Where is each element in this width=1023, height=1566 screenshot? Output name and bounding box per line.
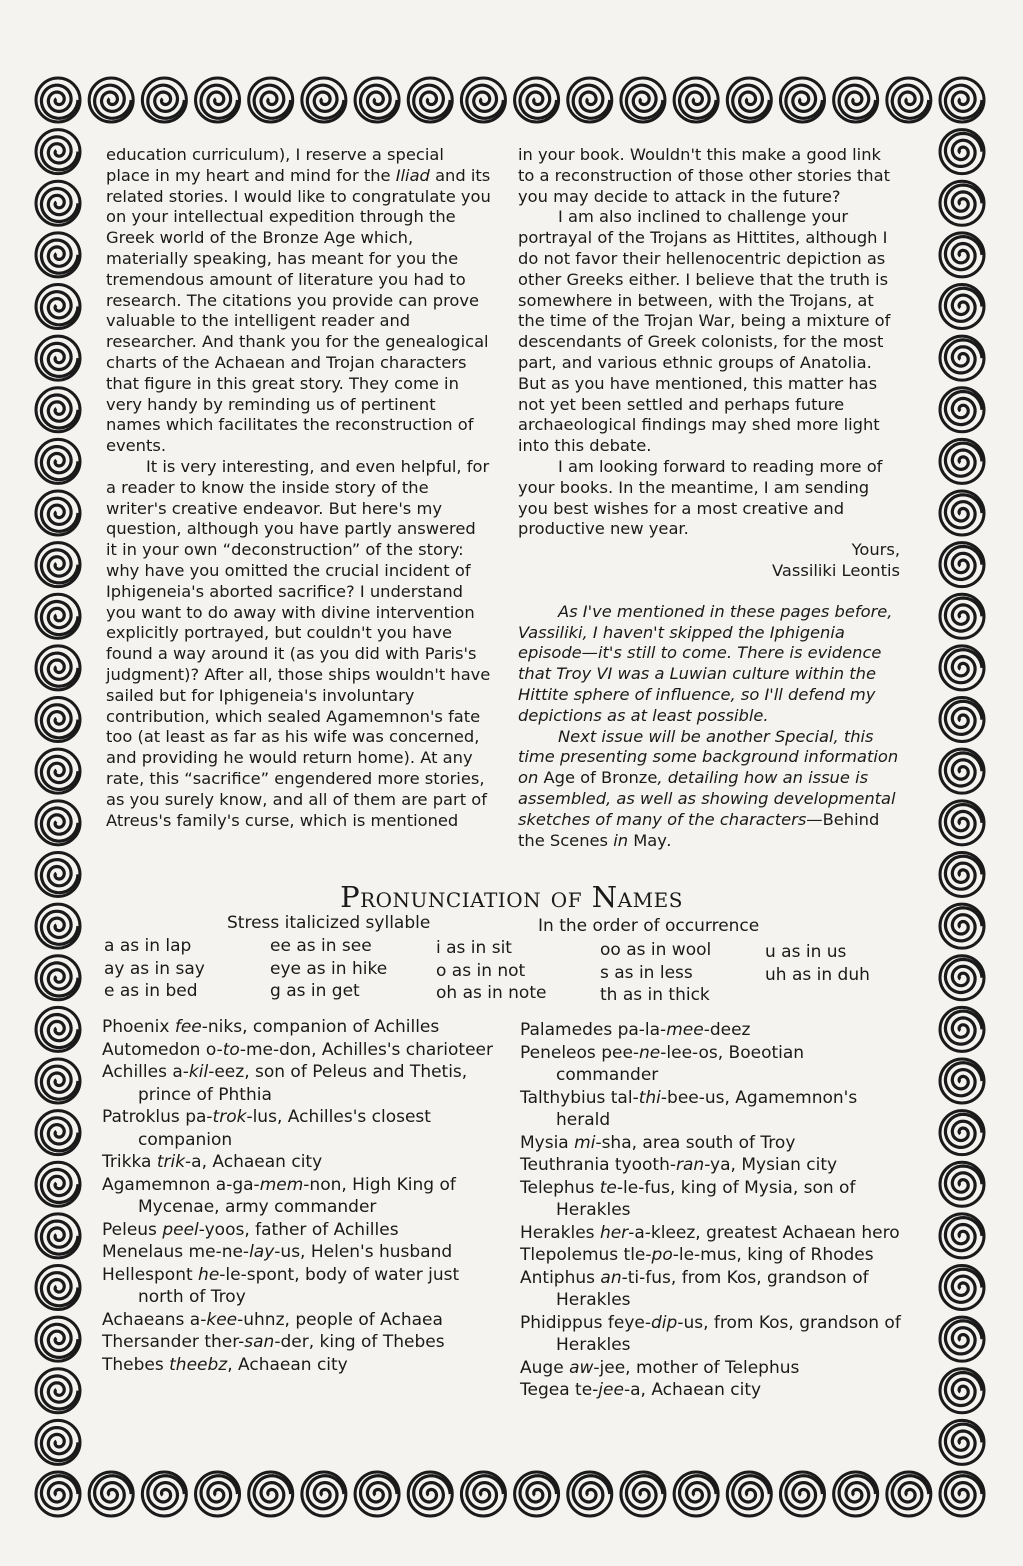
spiral-ornament (36, 285, 80, 329)
letter-paragraph-4: I am also inclined to challenge your portrayal of the Trojans as Hittites, although I do not favor their hellenocentric depiction as other Greeks either. I believe that the truth is somewhere in between, with the Trojans, at the time of the Trojan War, being a mixture of descendants of Greek colonists, for the most part, and various ethnic groups of Anatolia. But as you have mentioned, this matter has not yet been settled and perhaps future archaeological findings may shed more light into this debate. (518, 207, 891, 456)
letter-paragraph-3: in your book. Wouldn't this make a good link to a reconstruction of those other stories that you may decide to attack in the future? (518, 145, 890, 206)
key-column-1: a as in lap ay as in say e as in bed (104, 936, 205, 1001)
spiral-ornament (196, 78, 240, 122)
entry-pronunciation: an (600, 1267, 622, 1288)
entry-pronunciation: mee (666, 1020, 704, 1040)
entry-pronunciation: dip (651, 1312, 678, 1333)
entry-pronunciation: fee (174, 1017, 202, 1037)
spiral-ornament (780, 78, 824, 122)
letter-closing: Yours, (851, 540, 900, 560)
name-entry (102, 1061, 502, 1106)
spiral-ornament (89, 1472, 133, 1516)
letter-right-column (518, 145, 900, 851)
name-entry (520, 1244, 905, 1267)
name-entry (102, 1241, 502, 1264)
entry-name: Phoenix (102, 1017, 170, 1037)
spiral-ornament (940, 491, 984, 535)
spiral-ornament (940, 181, 984, 225)
spiral-ornament (36, 1369, 80, 1413)
entry-pronunciation: peel (162, 1219, 199, 1240)
entry-description: , Helen's husband (300, 1242, 453, 1262)
spiral-ornament (36, 698, 80, 742)
entry-description: , greatest Achaean hero (695, 1222, 900, 1243)
entry-name: Talthybius (520, 1087, 606, 1108)
entry-description: , Achilles's charioteer (311, 1039, 493, 1060)
name-entry (520, 1177, 905, 1222)
entry-pronunciation: jee (598, 1380, 624, 1400)
spiral-ornament (834, 1472, 878, 1516)
spiral-ornament (36, 78, 80, 122)
name-entry (102, 1016, 502, 1039)
spiral-ornament (940, 130, 984, 174)
spiral-ornament (36, 336, 80, 380)
spiral-ornament (940, 439, 984, 483)
entry-pronunciation: -uhnz (237, 1309, 285, 1330)
entry-pronunciation: a- (172, 1062, 189, 1082)
spiral-ornament (249, 78, 293, 122)
spiral-ornament (940, 698, 984, 742)
entry-name: Telephus (520, 1177, 595, 1198)
entry-pronunciation: o- (205, 1039, 223, 1060)
editor-reply-2: Next issue will be another Special, this time presenting some background information on Age of Bronze, detailing how an issue is assembled, as well as showing developmental sketches of many of the characters—Behind the Scenes in May. (518, 726, 899, 850)
entry-pronunciation: lay (249, 1242, 275, 1262)
entry-pronunciation: te- (575, 1380, 599, 1400)
spiral-ornament (940, 1317, 984, 1361)
spiral-ornament (940, 388, 984, 432)
spiral-ornament (515, 1472, 559, 1516)
spiral-ornament (36, 1420, 80, 1464)
entry-name: Tlepolemus (520, 1245, 619, 1265)
spiral-ornament (36, 233, 80, 277)
spiral-ornament (36, 801, 80, 845)
entry-description: , High King of Mycenae, army commander (138, 1174, 456, 1217)
name-entry (520, 1222, 905, 1245)
spiral-ornament (940, 336, 984, 380)
entry-description: , body of water just north of Troy (138, 1264, 460, 1307)
entry-pronunciation: -non (303, 1174, 342, 1195)
order-note: In the order of occurrence (538, 916, 760, 936)
spiral-ornament (355, 1472, 399, 1516)
spiral-ornament (940, 78, 984, 122)
letter-paragraph-1: education curriculum), I reserve a special place in my heart and mind for the Iliad and its related stories. I would like to congratulate you on your intellectual expedition through the Greek world of the Bronze Age which, materially speaking, has meant for you the tremendous amount of literature you had to research. The citations you provide can prove valuable to the intelligent reader and researcher. And thank you for the genealogical charts of the Achaean and Trojan characters that figure in this great story. They come in very handy by reminding us of pertinent names which facilitates the reconstruction of events. (106, 145, 491, 456)
name-entry (102, 1309, 502, 1332)
spiral-ornament (834, 78, 878, 122)
entry-name: Automedon (102, 1039, 201, 1060)
entry-pronunciation: -le-fus (616, 1177, 670, 1198)
name-entry (520, 1379, 905, 1402)
entry-name: Palamedes (520, 1020, 613, 1040)
name-entry (102, 1219, 502, 1242)
entry-name: Herakles (520, 1222, 595, 1243)
entry-pronunciation: -ya (704, 1155, 731, 1175)
spiral-ornament (940, 1420, 984, 1464)
entry-name: Achilles (102, 1062, 167, 1082)
spiral-ornament (36, 956, 80, 1000)
spiral-ornament (36, 439, 80, 483)
key-column-2: ee as in see eye as in hike g as in get (270, 936, 388, 1001)
entry-name: Patroklus (102, 1107, 180, 1127)
entry-name: Phidippus (520, 1312, 603, 1333)
entry-description: , Achilles's closest companion (138, 1107, 431, 1150)
entry-pronunciation: mem (259, 1174, 304, 1195)
entry-pronunciation: -a (623, 1380, 641, 1400)
spiral-ornament (940, 646, 984, 690)
entry-name: Achaeans (102, 1309, 185, 1330)
spiral-ornament (568, 78, 612, 122)
spiral-ornament (461, 1472, 505, 1516)
spiral-ornament (940, 594, 984, 638)
name-entry (520, 1087, 905, 1132)
spiral-ornament (887, 78, 931, 122)
entry-description: , Mysian city (730, 1155, 838, 1175)
spiral-ornament (727, 78, 771, 122)
entry-pronunciation: trik (156, 1152, 186, 1172)
entry-pronunciation: me-ne- (188, 1242, 250, 1262)
entry-description: , Achaean city (640, 1380, 762, 1400)
name-entry (520, 1019, 905, 1042)
entry-name: Thebes (102, 1354, 164, 1375)
name-entry (102, 1106, 502, 1151)
spiral-ornament (36, 1007, 80, 1051)
entry-pronunciation: po (651, 1245, 673, 1265)
spiral-ornament (36, 491, 80, 535)
entry-pronunciation: -bee-us (660, 1087, 725, 1108)
letter-paragraph-2: It is very interesting, and even helpful, for a reader to know the inside story of the writer's creative endeavor. But here's my question, although you have partly answered it in your own “deconstruction” of the story: why have you omitted the crucial incident of Iphigeneia's aborted sacrifice? I understand you want to do away with divine intervention explicitly portrayed, but couldn't you have found a way around it (as you did with Paris's judgment)? After all, those ships wouldn't have sailed but for Iphigeneia's involuntary contribution, which sealed Agamemnon's fate too (at least as far as his wife was concerned, and providing he would return home). At any rate, this “sacrifice” engendered more stories, as you surely know, and all of them are part of Atreus's family's curse, which is mentioned (106, 456, 491, 830)
spiral-ornament (940, 1265, 984, 1309)
name-entry (520, 1312, 905, 1357)
name-entry (520, 1267, 905, 1312)
entry-pronunciation: pa-la- (617, 1020, 667, 1040)
key-column-4: oo as in wool s as in less th as in thick (600, 940, 712, 1005)
name-entry (102, 1264, 502, 1309)
spiral-ornament (568, 1472, 612, 1516)
entry-pronunciation: -der (274, 1332, 309, 1352)
entry-pronunciation: -us (677, 1312, 704, 1333)
entry-pronunciation: -niks (201, 1017, 243, 1037)
entry-pronunciation: a-ga- (215, 1174, 260, 1195)
spiral-ornament (36, 1265, 80, 1309)
entry-name: Antiphus (520, 1267, 595, 1288)
spiral-ornament (36, 646, 80, 690)
spiral-ornament (674, 1472, 718, 1516)
spiral-ornament (36, 388, 80, 432)
editor-reply-1: As I've mentioned in these pages before, Vassiliki, I haven't skipped the Iphigenia episode—it's still to come. There is evidence that Troy VI was a Luwian culture within the Hittite sphere of influence, so I'll defend my depictions as at least possible. (518, 601, 893, 725)
entry-pronunciation: theebz (169, 1354, 228, 1375)
entry-description: , from Kos, grandson of Herakles (556, 1312, 901, 1355)
entry-description: , mother of Telephus (625, 1357, 800, 1378)
key-column-5: u as in us uh as in duh (765, 942, 870, 985)
letter-signature: Vassiliki Leontis (772, 560, 900, 580)
spiral-ornament (621, 78, 665, 122)
entry-pronunciation: -deez (703, 1020, 751, 1040)
spiral-ornament (940, 1111, 984, 1155)
names-left-list (102, 1016, 502, 1376)
entry-pronunciation: tal- (610, 1087, 639, 1108)
spiral-ornament (940, 1007, 984, 1051)
entry-name: Agamemnon (102, 1174, 211, 1195)
entry-name: Thersander (102, 1332, 199, 1352)
letter-paragraph-5: I am looking forward to reading more of your books. In the meantime, I am sending you best wishes for a most creative and productive new year. (518, 456, 883, 539)
spiral-ornament (408, 1472, 452, 1516)
spiral-ornament (302, 1472, 346, 1516)
name-entry (102, 1331, 502, 1354)
spiral-ornament (621, 1472, 665, 1516)
spiral-ornament (515, 78, 559, 122)
spiral-ornament (940, 749, 984, 793)
entry-name: Mysia (520, 1132, 569, 1153)
entry-pronunciation: te (599, 1177, 617, 1198)
entry-description: , Boeotian commander (556, 1042, 805, 1085)
entry-pronunciation: ran (676, 1155, 705, 1175)
spiral-ornament (940, 1162, 984, 1206)
entry-pronunciation: -a-kleez (628, 1222, 696, 1243)
pronunciation-title: Pronunciation of Names (340, 880, 683, 914)
entry-pronunciation: trok (212, 1107, 247, 1127)
spiral-ornament (302, 78, 346, 122)
entry-pronunciation: -sha (595, 1132, 632, 1153)
spiral-ornament (408, 78, 452, 122)
spiral-ornament (36, 1111, 80, 1155)
spiral-ornament (36, 1472, 80, 1516)
entry-pronunciation: kil (188, 1062, 209, 1082)
entry-pronunciation: mi (574, 1132, 596, 1153)
letter-left-column (106, 145, 491, 831)
spiral-ornament (940, 1472, 984, 1516)
names-right-list (520, 1019, 905, 1402)
entry-name: Trikka (102, 1152, 152, 1172)
entry-name: Hellespont (102, 1264, 193, 1285)
entry-description: , king of Mysia, son of Herakles (556, 1177, 856, 1220)
entry-pronunciation: -le-mus (672, 1245, 737, 1265)
entry-pronunciation: aw (569, 1357, 594, 1378)
spiral-ornament (36, 543, 80, 587)
entry-description: , king of Thebes (308, 1332, 445, 1352)
entry-pronunciation: feye- (607, 1312, 651, 1333)
entry-description: , king of Rhodes (736, 1245, 874, 1265)
entry-description: , Achaean city (227, 1354, 348, 1375)
spiral-ornament (780, 1472, 824, 1516)
entry-pronunciation: san (244, 1332, 275, 1352)
spiral-ornament (940, 801, 984, 845)
entry-description: , father of Achilles (244, 1219, 399, 1240)
spiral-ornament (940, 956, 984, 1000)
spiral-ornament (940, 1214, 984, 1258)
spiral-ornament (142, 1472, 186, 1516)
name-entry (520, 1357, 905, 1380)
spiral-ornament (89, 78, 133, 122)
entry-pronunciation: ther- (204, 1332, 245, 1352)
entry-pronunciation: -me-don (239, 1039, 312, 1060)
spiral-ornament (36, 594, 80, 638)
entry-pronunciation: -us (274, 1242, 301, 1262)
stress-note: Stress italicized syllable (227, 913, 431, 933)
spiral-ornament (355, 78, 399, 122)
spiral-ornament (461, 78, 505, 122)
entry-pronunciation: ne (639, 1042, 661, 1063)
spiral-ornament (36, 1317, 80, 1361)
entry-name: Tegea (520, 1380, 570, 1400)
entry-pronunciation: -yoos (198, 1219, 245, 1240)
entry-pronunciation: pee- (601, 1042, 640, 1063)
spiral-ornament (36, 181, 80, 225)
spiral-ornament (36, 749, 80, 793)
spiral-ornament (940, 1369, 984, 1413)
entry-pronunciation: thi (638, 1087, 661, 1108)
spiral-ornament (674, 78, 718, 122)
spiral-ornament (887, 1472, 931, 1516)
entry-description: , Achaean city (201, 1152, 323, 1172)
entry-name: Menelaus (102, 1242, 184, 1262)
name-entry (102, 1354, 502, 1377)
entry-pronunciation: -jee (593, 1357, 626, 1378)
spiral-ornament (940, 543, 984, 587)
entry-pronunciation: -a (185, 1152, 202, 1172)
entry-description: , area south of Troy (631, 1132, 796, 1153)
entry-description: , son of Peleus and Thetis, prince of Phthia (138, 1062, 468, 1105)
spiral-ornament (196, 1472, 240, 1516)
entry-pronunciation: -lee-os (660, 1042, 718, 1063)
entry-pronunciation: pa- (185, 1107, 213, 1127)
entry-pronunciation: he (198, 1264, 220, 1285)
spiral-ornament (940, 285, 984, 329)
spiral-ornament (36, 130, 80, 174)
spiral-ornament (36, 1162, 80, 1206)
entry-name: Peneleos (520, 1042, 596, 1063)
entry-pronunciation: kee (206, 1309, 238, 1330)
spiral-ornament (940, 1059, 984, 1103)
name-entry (102, 1151, 502, 1174)
entry-name: Peleus (102, 1219, 157, 1240)
entry-name: Teuthrania (520, 1155, 610, 1175)
entry-description: , companion of Achilles (242, 1017, 440, 1037)
name-entry (102, 1174, 502, 1219)
spiral-ornament (249, 1472, 293, 1516)
entry-pronunciation: to (222, 1039, 240, 1060)
entry-pronunciation: -ti-fus (621, 1267, 671, 1288)
spiral-ornament (142, 78, 186, 122)
entry-pronunciation: tle- (623, 1245, 652, 1265)
spiral-ornament (940, 233, 984, 277)
entry-pronunciation: a- (189, 1309, 207, 1330)
entry-name: Auge (520, 1357, 564, 1378)
spiral-ornament (36, 1059, 80, 1103)
key-column-3: i as in sit o as in not oh as in note (436, 938, 547, 1003)
name-entry (520, 1042, 905, 1087)
spiral-ornament (727, 1472, 771, 1516)
name-entry (520, 1154, 905, 1177)
entry-pronunciation: -le-spont (219, 1264, 295, 1285)
entry-pronunciation: her (599, 1222, 629, 1243)
entry-description: , from Kos, grandson of Herakles (556, 1267, 869, 1310)
entry-pronunciation: -eez (208, 1062, 245, 1082)
entry-description: , Agamemnon's herald (556, 1087, 858, 1130)
spiral-ornament (36, 1214, 80, 1258)
entry-description: , people of Achaea (284, 1309, 443, 1330)
name-entry (102, 1039, 502, 1062)
entry-pronunciation: tyooth- (614, 1155, 677, 1175)
name-entry (520, 1132, 905, 1155)
entry-pronunciation: -lus (246, 1107, 277, 1127)
